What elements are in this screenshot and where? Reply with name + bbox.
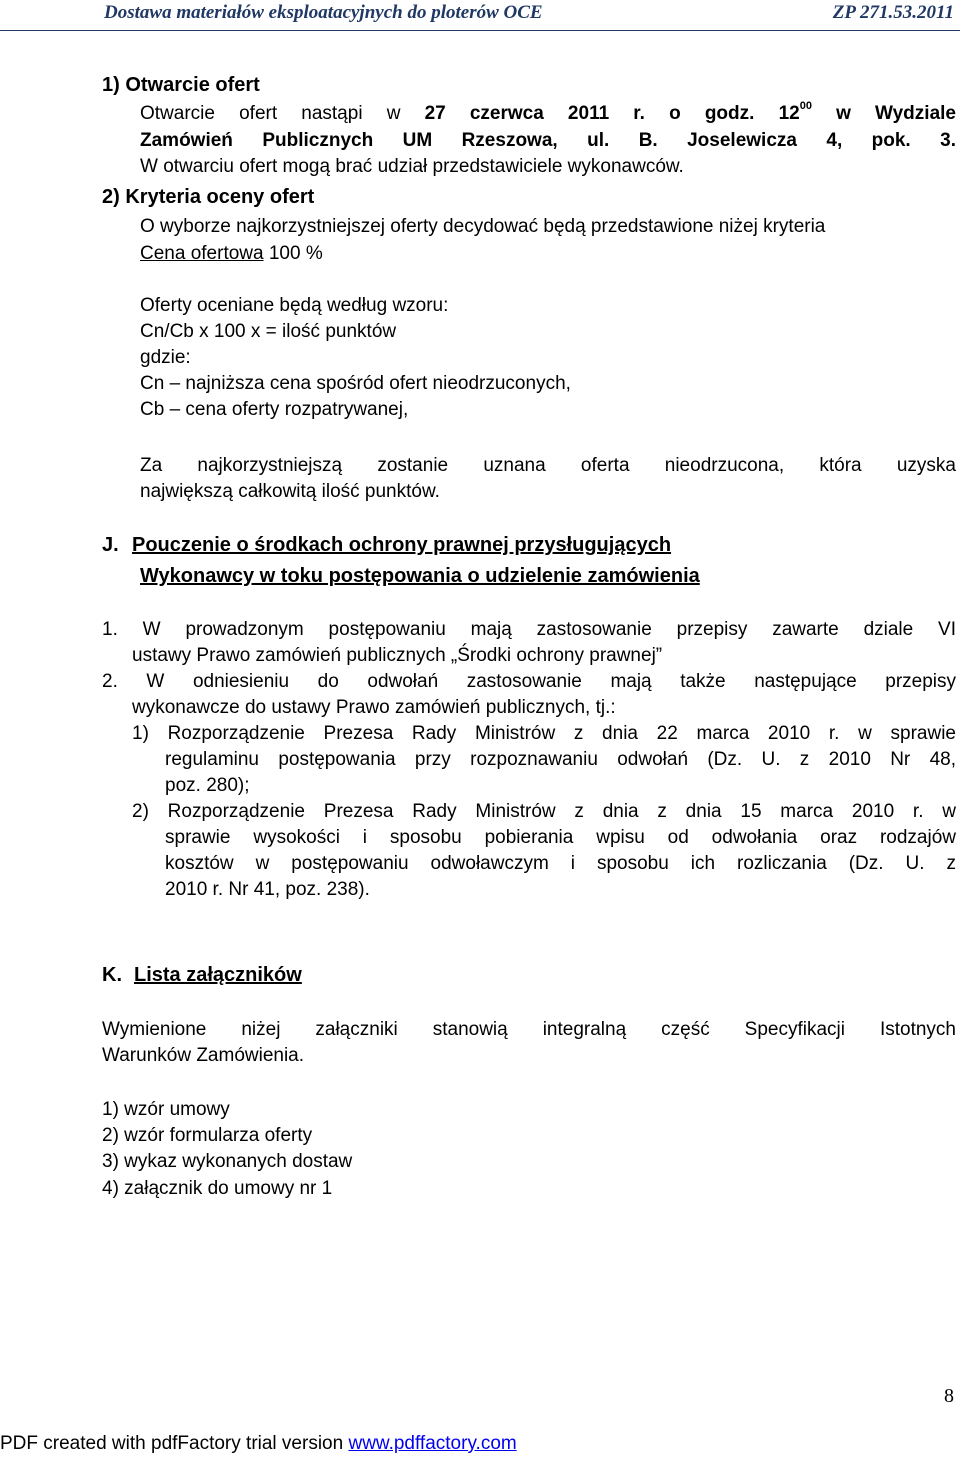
remedies-point-2-line-2: wykonawcze do ustawy Prawo zamówień publicznych, tj.: <box>132 697 616 718</box>
regulation-1-line-2: regulaminu postępowania przy rozpoznawaniu odwołań (Dz. U. z 2010 Nr 48, <box>165 749 956 770</box>
criteria-intro: O wyborze najkorzystniejszej oferty decydować będą przedstawione niżej kryteria <box>140 216 826 237</box>
attachments-intro-line-2: Warunków Zamówienia. <box>102 1045 305 1066</box>
regulation-2-line-4: 2010 r. Nr 41, poz. 238). <box>165 879 370 900</box>
formula: Cn/Cb x 100 x = ilość punktów <box>140 321 397 342</box>
header-title: Dostawa materiałów eksploatacyjnych do ploterów OCE <box>104 2 543 23</box>
formula-cn: Cn – najniższa cena spośród ofert nieodrzuconych, <box>140 373 571 394</box>
section-1-heading: 1) Otwarcie ofert <box>102 74 260 96</box>
criteria-price: Cena ofertowa 100 % <box>140 243 323 264</box>
attachment-item: 4) załącznik do umowy nr 1 <box>102 1178 333 1199</box>
section-k-letter: K. <box>102 964 122 986</box>
attachment-item: 1) wzór umowy <box>102 1099 230 1120</box>
regulation-1-line-1: 1) Rozporządzenie Prezesa Rady Ministrów z dnia 22 marca 2010 r. w sprawie <box>132 723 956 744</box>
regulation-2-line-3: kosztów w postępowaniu odwoławczym i sposobu ich rozliczania (Dz. U. z <box>165 853 956 874</box>
section-j-title-line-2: Wykonawcy w toku postępowania o udzielenie zamówienia <box>140 565 700 587</box>
remedies-point-1-line-2: ustawy Prawo zamówień publicznych „Środki ochrony prawnej” <box>132 645 663 666</box>
attachment-item: 3) wykaz wykonanych dostaw <box>102 1151 353 1172</box>
section-j-title-line-1: Pouczenie o środkach ochrony prawnej przysługujących <box>132 534 672 556</box>
attachment-item: 2) wzór formularza oferty <box>102 1125 313 1146</box>
formula-intro: Oferty oceniane będą według wzoru: <box>140 295 449 316</box>
regulation-2-line-1: 2) Rozporządzenie Prezesa Rady Ministrów z dnia z dnia 15 marca 2010 r. w <box>132 801 956 822</box>
attachments-intro-line-1: Wymienione niżej załączniki stanowią integralną część Specyfikacji Istotnych <box>102 1019 956 1040</box>
conclusion-line-2: największą całkowitą ilość punktów. <box>140 481 440 502</box>
footer-text: PDF created with pdfFactory trial version <box>0 1433 349 1454</box>
header-reference: ZP 271.53.2011 <box>832 2 954 23</box>
opening-line-3: W otwarciu ofert mogą brać udział przedstawiciele wykonawców. <box>140 156 684 177</box>
header-divider <box>0 30 960 31</box>
opening-line-1: Otwarcie ofert nastąpi w 27 czerwca 2011 r. o godz. $12^{00}$ w Wydziale <box>140 100 956 124</box>
remedies-point-2-line-1: 2. W odniesieniu do odwołań zastosowanie mają także następujące przepisy <box>102 671 956 692</box>
pdffactory-link[interactable]: www.pdffactory.com <box>348 1433 517 1454</box>
formula-cb: Cb – cena oferty rozpatrywanej, <box>140 399 409 420</box>
section-2-heading: 2) Kryteria oceny ofert <box>102 186 315 208</box>
remedies-point-1-line-1: 1. W prowadzonym postępowaniu mają zastosowanie przepisy zawarte dziale VI <box>102 619 956 640</box>
formula-where: gdzie: <box>140 347 191 368</box>
pdf-footer <box>0 1433 517 1455</box>
opening-line-2: Zamówień Publicznych UM Rzeszowa, ul. B. Joselewicza 4, pok. 3. <box>140 130 956 151</box>
section-j-letter: J. <box>102 534 119 556</box>
conclusion-line-1: Za najkorzystniejszą zostanie uznana oferta nieodrzucona, która uzyska <box>140 455 956 476</box>
section-k-title: Lista załączników <box>134 964 302 986</box>
regulation-1-line-3: poz. 280); <box>165 775 250 796</box>
page-number: 8 <box>944 1385 954 1407</box>
regulation-2-line-2: sprawie wysokości i sposobu pobierania wpisu od odwołania oraz rodzajów <box>165 827 956 848</box>
